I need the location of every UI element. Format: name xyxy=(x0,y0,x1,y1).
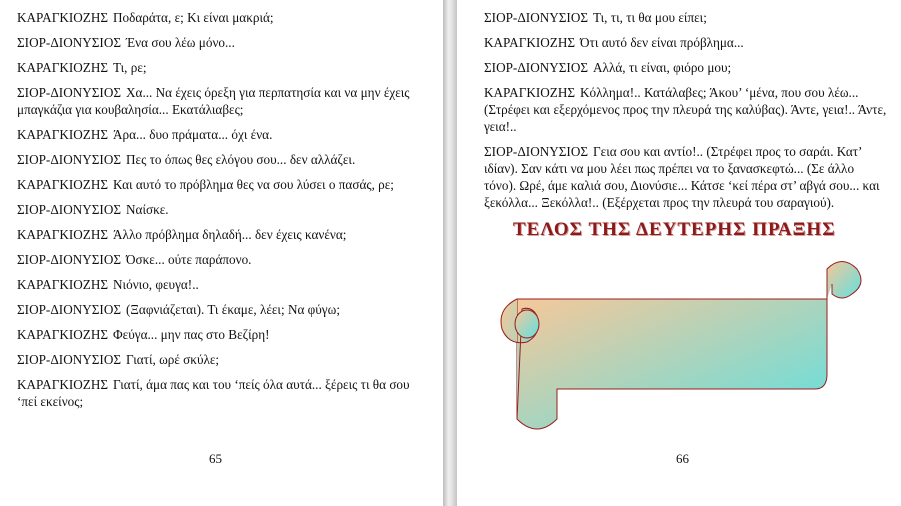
dialogue-text: Πες το όπως θες ελόγου σου... δεν αλλάζει. xyxy=(126,152,356,167)
speaker-name: ΣΙΟΡ-ΔΙΟΝΥΣΙΟΣ xyxy=(17,202,122,217)
dialogue-line xyxy=(17,151,429,168)
dialogue-text: Γιατί, άμα πας και του ‘πείς όλα αυτά... ξέρεις τι θα σου ‘πεί εκείνος; xyxy=(17,377,410,409)
dialogue-text: Ότι αυτό δεν είναι πρόβλημα... xyxy=(580,35,744,50)
dialogue-text: Όσκε... ούτε παράπονο. xyxy=(126,252,252,267)
speaker-name: ΣΙΟΡ-ΔΙΟΝΥΣΙΟΣ xyxy=(484,10,589,25)
dialogue-text: Ποδαράτα, ε; Κι είναι μακριά; xyxy=(113,10,274,25)
dialogue-line xyxy=(17,126,429,143)
dialogue-text: Γιατί, ωρέ σκύλε; xyxy=(126,352,220,367)
dialogue-text: Άλλο πρόβλημα δηλαδή... δεν έχεις κανένα; xyxy=(113,227,347,242)
dialogue-line xyxy=(17,226,429,243)
dialogue-text: Αλλά, τι είναι, φιόρο μου; xyxy=(593,60,732,75)
dialogue-text: Τι, τι, τι θα μου είπει; xyxy=(593,10,707,25)
dialogue-text: Άρα... δυο πράματα... όχι ένα. xyxy=(113,127,273,142)
dialogue-text: Ένα σου λέω μόνο... xyxy=(126,35,235,50)
dialogue-text: Και αυτό το πρόβλημα θες να σου λύσει ο πασάς, ρε; xyxy=(113,177,394,192)
left-page xyxy=(0,0,443,506)
speaker-name: ΣΙΟΡ-ΔΙΟΝΥΣΙΟΣ xyxy=(17,35,122,50)
dialogue-line xyxy=(17,276,429,293)
speaker-name: ΚΑΡΑΓΚΙΟΖΗΣ xyxy=(484,35,576,50)
dialogue-text: (Ξαφνιάζεται). Τι έκαμε, λέει; Να φύγω; xyxy=(126,302,340,317)
dialogue-line xyxy=(484,143,889,211)
dialogue-line xyxy=(17,59,429,76)
dialogue-line xyxy=(17,351,429,368)
dialogue-line xyxy=(17,201,429,218)
dialogue-text: Χα... Να έχεις όρεξη για περπατησία και να μην έχεις μπαγκάζια για κουβαλησία... Εκατάλιαβες; xyxy=(17,85,410,117)
left-dialogue xyxy=(17,9,429,418)
speaker-name: ΣΙΟΡ-ΔΙΟΝΥΣΙΟΣ xyxy=(17,85,122,100)
speaker-name: ΚΑΡΑΓΚΙΟΖΗΣ xyxy=(17,10,109,25)
dialogue-line xyxy=(17,251,429,268)
scroll-body xyxy=(517,299,827,429)
scroll-banner-icon xyxy=(497,254,867,444)
scroll-right-roll xyxy=(827,262,861,300)
speaker-name: ΚΑΡΑΓΚΙΟΖΗΣ xyxy=(17,327,109,342)
dialogue-line xyxy=(17,34,429,51)
speaker-name: ΚΑΡΑΓΚΙΟΖΗΣ xyxy=(484,85,576,100)
speaker-name: ΣΙΟΡ-ΔΙΟΝΥΣΙΟΣ xyxy=(17,302,122,317)
dialogue-line xyxy=(17,326,429,343)
dialogue-line xyxy=(484,84,889,135)
speaker-name: ΚΑΡΑΓΚΙΟΖΗΣ xyxy=(17,377,109,392)
speaker-name: ΚΑΡΑΓΚΙΟΖΗΣ xyxy=(17,277,109,292)
dialogue-text: Ναίσκε. xyxy=(126,202,169,217)
speaker-name: ΚΑΡΑΓΚΙΟΖΗΣ xyxy=(17,227,109,242)
dialogue-text: Νιόνιο, φευγα!.. xyxy=(113,277,199,292)
page-number-left: 65 xyxy=(209,451,222,466)
speaker-name: ΣΙΟΡ-ΔΙΟΝΥΣΙΟΣ xyxy=(484,144,589,159)
dialogue-line xyxy=(484,34,889,51)
speaker-name: ΣΙΟΡ-ΔΙΟΝΥΣΙΟΣ xyxy=(17,352,122,367)
speaker-name: ΣΙΟΡ-ΔΙΟΝΥΣΙΟΣ xyxy=(17,152,122,167)
book-gutter xyxy=(443,0,457,506)
right-dialogue xyxy=(484,9,889,219)
dialogue-text: Τι, ρε; xyxy=(113,60,147,75)
dialogue-text: Γεια σου και αντίο!.. (Στρέφει προς το σαράι. Κατ’ ιδίαν). Σαν κάτι να μου λέει πως πρέπει να το ξανασκεφτώ... (Σε άλλο τόνο). Ωρέ, άμε καλιά σου, Διονύσιε... Κάτσε ‘κεί πέρα στ’ αβγά σου... και ξεκόλλα... Ξεκόλλα!.. (Εξέρχεται προς την πλευρά του σαραγιού). xyxy=(484,144,880,210)
dialogue-line xyxy=(17,301,429,318)
dialogue-line xyxy=(484,59,889,76)
scroll-left-curl xyxy=(515,310,539,338)
dialogue-line xyxy=(17,376,429,410)
dialogue-line xyxy=(17,9,429,26)
speaker-name: ΣΙΟΡ-ΔΙΟΝΥΣΙΟΣ xyxy=(484,60,589,75)
dialogue-line xyxy=(17,176,429,193)
dialogue-line xyxy=(17,84,429,118)
speaker-name: ΣΙΟΡ-ΔΙΟΝΥΣΙΟΣ xyxy=(17,252,122,267)
act-end-title: ΤΕΛΟΣ ΤΗΣ ΔΕΥΤΕΡΗΣ ΠΡΑΞΗΣ xyxy=(513,219,836,240)
speaker-name: ΚΑΡΑΓΚΙΟΖΗΣ xyxy=(17,177,109,192)
right-page xyxy=(457,0,901,506)
page-number-right: 66 xyxy=(676,451,689,466)
dialogue-text: Κόλλημα!.. Κατάλαβες; Άκου’ ‘μένα, που σου λέω... (Στρέφει και εξερχόμενος προς την πλευρά της καλύβας). Άντε, γεια!.. Άντε, γεια!.. xyxy=(484,85,887,134)
dialogue-line xyxy=(484,9,889,26)
speaker-name: ΚΑΡΑΓΚΙΟΖΗΣ xyxy=(17,127,109,142)
dialogue-text: Φεύγα... μην πας στο Βεζίρη! xyxy=(113,327,270,342)
speaker-name: ΚΑΡΑΓΚΙΟΖΗΣ xyxy=(17,60,109,75)
